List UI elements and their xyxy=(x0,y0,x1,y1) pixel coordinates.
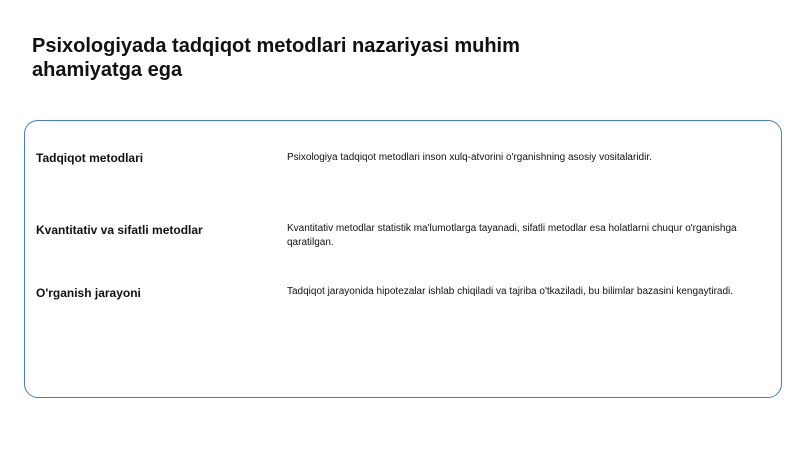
row-description: Tadqiqot jarayonida hipotezalar ishlab chiqiladi va tajriba o'tkaziladi, bu bilimlar bazasini kengaytiradi. xyxy=(287,286,734,297)
row-description: Kvantitativ metodlar statistik ma'lumotlarga tayanadi, sifatli metodlar esa holatlarni chuqur o'rganishga qaratilgan. xyxy=(287,223,737,248)
slide-title: Psixologiyada tadqiqot metodlari nazariyasi muhim ahamiyatga ega xyxy=(32,35,520,81)
row-description: Psixologiya tadqiqot metodlari inson xulq-atvorini o'rganishning asosiy vositalaridir. xyxy=(287,152,652,163)
row-label: Tadqiqot metodlari xyxy=(36,151,144,165)
row-label: Kvantitativ va sifatli metodlar xyxy=(36,223,203,237)
row-label: O'rganish jarayoni xyxy=(36,286,141,300)
content-card xyxy=(24,120,782,398)
